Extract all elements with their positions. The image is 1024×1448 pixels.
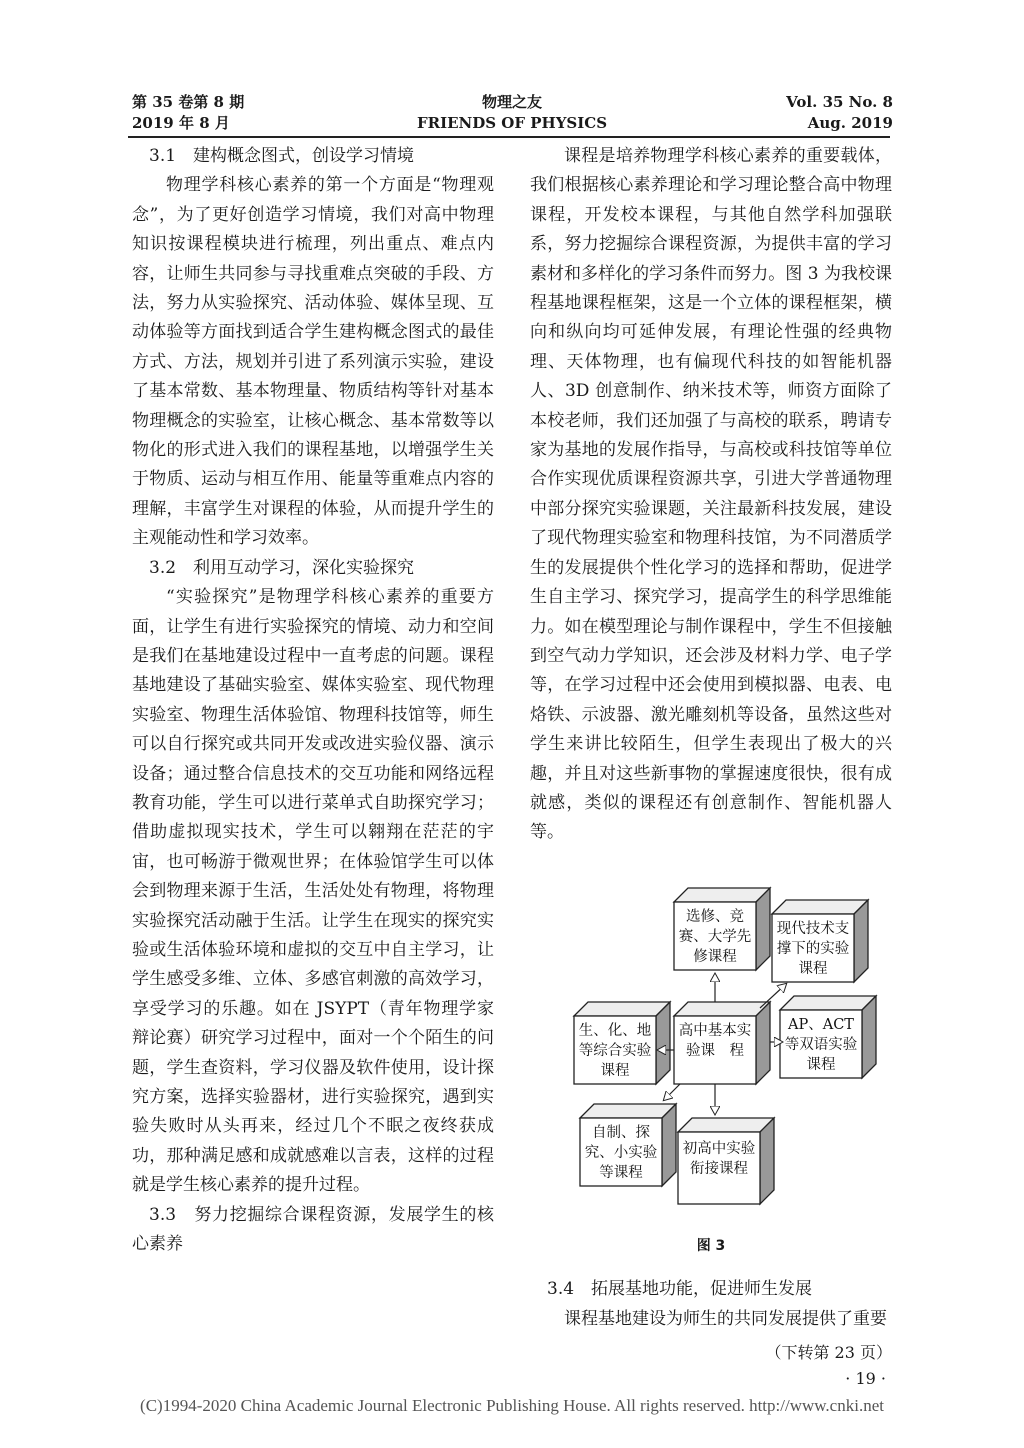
section-3-4-paragraph: 课程基地建设为师生的共同发展提供了重要 [564,1308,887,1329]
section-3-4-title: 3.4 拓展基地功能，促进师生发展 [547,1279,813,1300]
journal-title-cn: 物理之友 [481,93,542,111]
box-bridging-courses: 初高中实验衔接课程 [682,1140,756,1177]
volume-issue-en: Vol. 35 No. 8 [786,93,893,111]
box-integrated-courses: 生、化、地等综合实验课程 [578,1022,652,1079]
continued-note: （下转第 23 页） [765,1342,892,1362]
volume-issue: 第 35 卷第 8 期 [132,93,245,111]
copyright-footer: (C)1994-2020 China Academic Journal Electronic Publishing House. All rights reserved. http://www.cnki.net [140,1396,884,1415]
figure-3 [530,878,892,1226]
page-number: · 19 · [845,1368,886,1388]
box-self-made-courses: 自制、探究、小实验等课程 [584,1124,658,1181]
publication-date-en: Aug. 2019 [807,114,893,132]
section-3-2-paragraph: “实验探究”是物理学科核心素养的重要方面，让学生有进行实验探究的情境、动力和空间是我们在基地建设过程中一直考虑的问题。课程基地建设了基础实验室、媒体实验室、现代物理实验室、物理生活体验馆、物理科技馆等，师生可以自行探究或共同开发或改进实验仪器、演示设备；通过整合信息技术的交互功能和网络远程教育功能，学生可以进行菜单式自助探究学习；借助虚拟现实技术，学生可以翱翔在茫茫的宇宙，也可畅游于微观世界；在体验馆学生可以体会到物理来源于生活，生活处处有物理，将物理实验探究活动融于生活。让学生在现实的探究实验或生活体验环境和虚拟的交互中自主学习，让学生感受多维、立体、多感官刺激的高效学习，享受学习的乐趣。如在 JSYPT（青年物理学家辩论赛）研究学习过程中，面对一个个陌生的问题，学生查资料，学习仪器及软件使用，设计探究方案，选择实验器材，进行实验探究，遇到实验失败时从头再来，经过几个不眠之夜终获成功，那种满足感和成就感难以言表，这样的过程就是学生核心素养的提升过程。 [132,587,494,1196]
header-rule [128,136,890,138]
section-3-3-paragraph: 课程是培养物理学科核心素养的重要载体，我们根据核心素养理论和学习理论整合高中物理课程，开发校本课程，与其他自然学科加强联系，努力挖掘综合课程资源，为提供丰富的学习素材和多样化的学习条件而努力。图 3 为我校课程基地课程框架，这是一个立体的课程框架，横向和纵向均可延伸发展，有理论性强的经典物理、天体物理，也有偏现代科技的如智能机器人、3D 创意制作、纳米技术等，师资方面除了本校老师，我们还加强了与高校的联系，聘请专家为基地的发展作指导，与高校或科技馆等单位合作实现优质课程资源共享，引进大学普通物理中部分探究实验课题，关注最新科技发展，建设了现代物理实验室和物理科技馆，为不同潜质学生的发展提供个性化学习的选择和帮助，促进学生自主学习、探究学习，提高学生的科学思维能力。如在模型理论与制作课程中，学生不但接触到空气动力学知识，还会涉及材料力学、电子学等，在学习过程中还会使用到模拟器、电表、电烙铁、示波器、激光雕刻机等设备，虽然这些对学生来讲比较陌生，但学生表现出了极大的兴趣，并且对这些新事物的掌握速度很快，很有成就感，类似的课程还有创意制作、智能机器人等。 [530,146,892,843]
section-3-2-title: 3.2 利用互动学习，深化实验探究 [149,557,415,578]
right-column [530,142,892,1392]
section-3-1-paragraph: 物理学科核心素养的第一个方面是“物理观念”，为了更好创造学习情境，我们对高中物理知识按课程模块进行梳理，列出重点、难点内容，让师生共同参与寻找重难点突破的手段、方法，努力从实验探究、活动体验、媒体呈现、互动体验等方面找到适合学生建构概念图式的最佳方式、方法，规划并引进了系列演示实验，建设了基本常数、基本物理量、物质结构等针对基本物理概念的实验室，让核心概念、基本常数等以物化的形式进入我们的课程基地，以增强学生关于物质、运动与相互作用、能量等重难点内容的理解，丰富学生对课程的体验，从而提升学生的主观能动性和学习效率。 [132,175,494,549]
header-right [786,92,893,134]
box-modern-tech-courses: 现代技术支撑下的实验课程 [776,920,850,977]
figure-caption: 图 3 [696,1237,726,1254]
box-core-courses: 高中基本实验课 程 [678,1022,752,1059]
section-3-3-title: 3.3 努力挖掘综合课程资源，发展学生的核心素养 [132,1204,494,1255]
section-3-1-title: 3.1 建构概念图式，创设学习情境 [149,146,415,166]
left-column [132,142,494,1259]
box-bilingual-courses: AP、ACT 等双语实验课程 [784,1016,858,1073]
box-elective-courses: 选修、竞赛、大学先修课程 [678,908,752,965]
publication-date: 2019 年 8 月 [132,114,230,132]
journal-title-en: FRIENDS OF PHYSICS [416,114,608,132]
